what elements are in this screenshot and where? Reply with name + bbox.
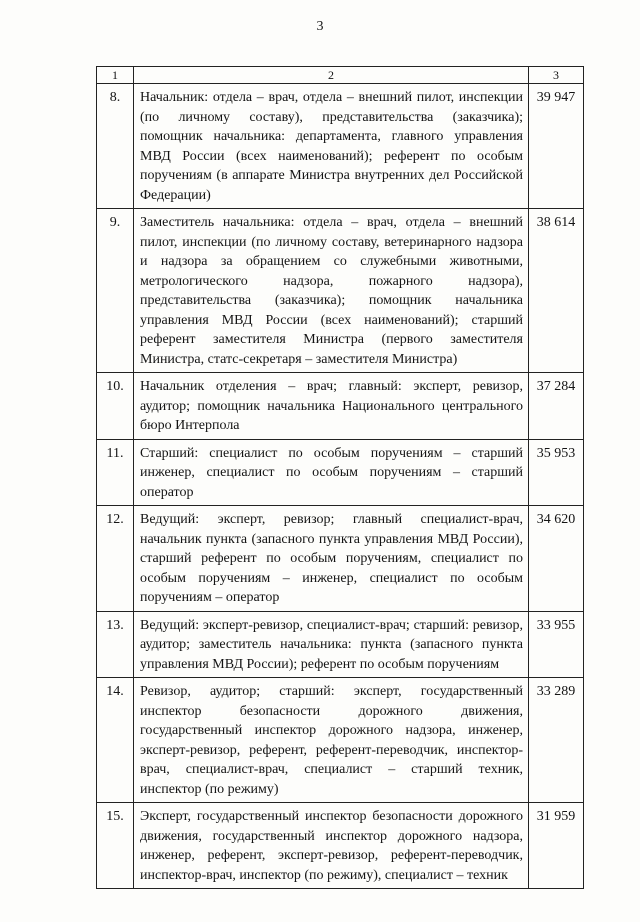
salary-table xyxy=(96,66,584,889)
table-row xyxy=(97,506,584,612)
row-positions: Ведущий: эксперт-ревизор, специалист-врач; старший: ревизор, аудитор; заместитель начальника: пункта (запасного пункта управления МВД России); референт по особым поручениям xyxy=(134,611,529,678)
page-number: 3 xyxy=(316,19,324,34)
table-row xyxy=(97,678,584,803)
row-number: 12. xyxy=(97,506,134,612)
row-positions: Заместитель начальника: отдела – врач, отдела – внешний пилот, инспекции (по личному составу, ветеринарного надзора и надзора за обращением со служебными животными, метрологического надзора, пожарного надзора), представительства (заказчика); помощник начальника управления МВД России (всех наименований); старший референт заместителя Министра (первого заместителя Министра, статс-секретаря – заместителя Министра) xyxy=(134,209,529,373)
row-number: 9. xyxy=(97,209,134,373)
row-positions: Старший: специалист по особым поручениям – старший инженер, специалист по особым поручениям – старший оператор xyxy=(134,439,529,506)
row-salary: 39 947 xyxy=(529,84,584,209)
row-positions: Ведущий: эксперт, ревизор; главный специалист-врач, начальник пункта (запасного пункта управления МВД России), старший референт по особым поручениям, специалист по особым поручениям – инженер, специалист по особым поручениям – оператор xyxy=(134,506,529,612)
row-number: 15. xyxy=(97,803,134,889)
row-positions: Начальник отделения – врач; главный: эксперт, ревизор, аудитор; помощник начальника Национального центрального бюро Интерпола xyxy=(134,373,529,440)
row-number: 10. xyxy=(97,373,134,440)
table-row xyxy=(97,209,584,373)
row-salary: 35 953 xyxy=(529,439,584,506)
row-positions: Начальник: отдела – врач, отдела – внешний пилот, инспекции (по личному составу), представительства (заказчика); помощник начальника: департамента, главного управления МВД России (всех наименований); референт по особым поручениям (в аппарате Министра внутренних дел Российской Федерации) xyxy=(134,84,529,209)
row-salary: 33 289 xyxy=(529,678,584,803)
row-salary: 37 284 xyxy=(529,373,584,440)
column-header-salary: 3 xyxy=(529,67,584,84)
row-salary: 31 959 xyxy=(529,803,584,889)
column-header-number: 1 xyxy=(97,67,134,84)
row-salary: 34 620 xyxy=(529,506,584,612)
row-number: 14. xyxy=(97,678,134,803)
table-row xyxy=(97,803,584,889)
row-positions: Ревизор, аудитор; старший: эксперт, государственный инспектор безопасности дорожного движения, государственный инспектор дорожного надзора, инженер, эксперт-ревизор, референт, референт-переводчик, инспектор-врач, специалист-врач, специалист – старший техник, инспектор (по режиму) xyxy=(134,678,529,803)
row-number: 8. xyxy=(97,84,134,209)
table-row xyxy=(97,439,584,506)
column-header-position: 2 xyxy=(134,67,529,84)
row-salary: 33 955 xyxy=(529,611,584,678)
row-number: 13. xyxy=(97,611,134,678)
row-salary: 38 614 xyxy=(529,209,584,373)
row-positions: Эксперт, государственный инспектор безопасности дорожного движения, государственный инспектор дорожного надзора, инженер, референт, эксперт-ревизор, референт-переводчик, инспектор-врач, инспектор (по режиму), специалист – техник xyxy=(134,803,529,889)
table-row xyxy=(97,84,584,209)
row-number: 11. xyxy=(97,439,134,506)
table-header-row xyxy=(97,67,584,84)
table-row xyxy=(97,611,584,678)
table-row xyxy=(97,373,584,440)
